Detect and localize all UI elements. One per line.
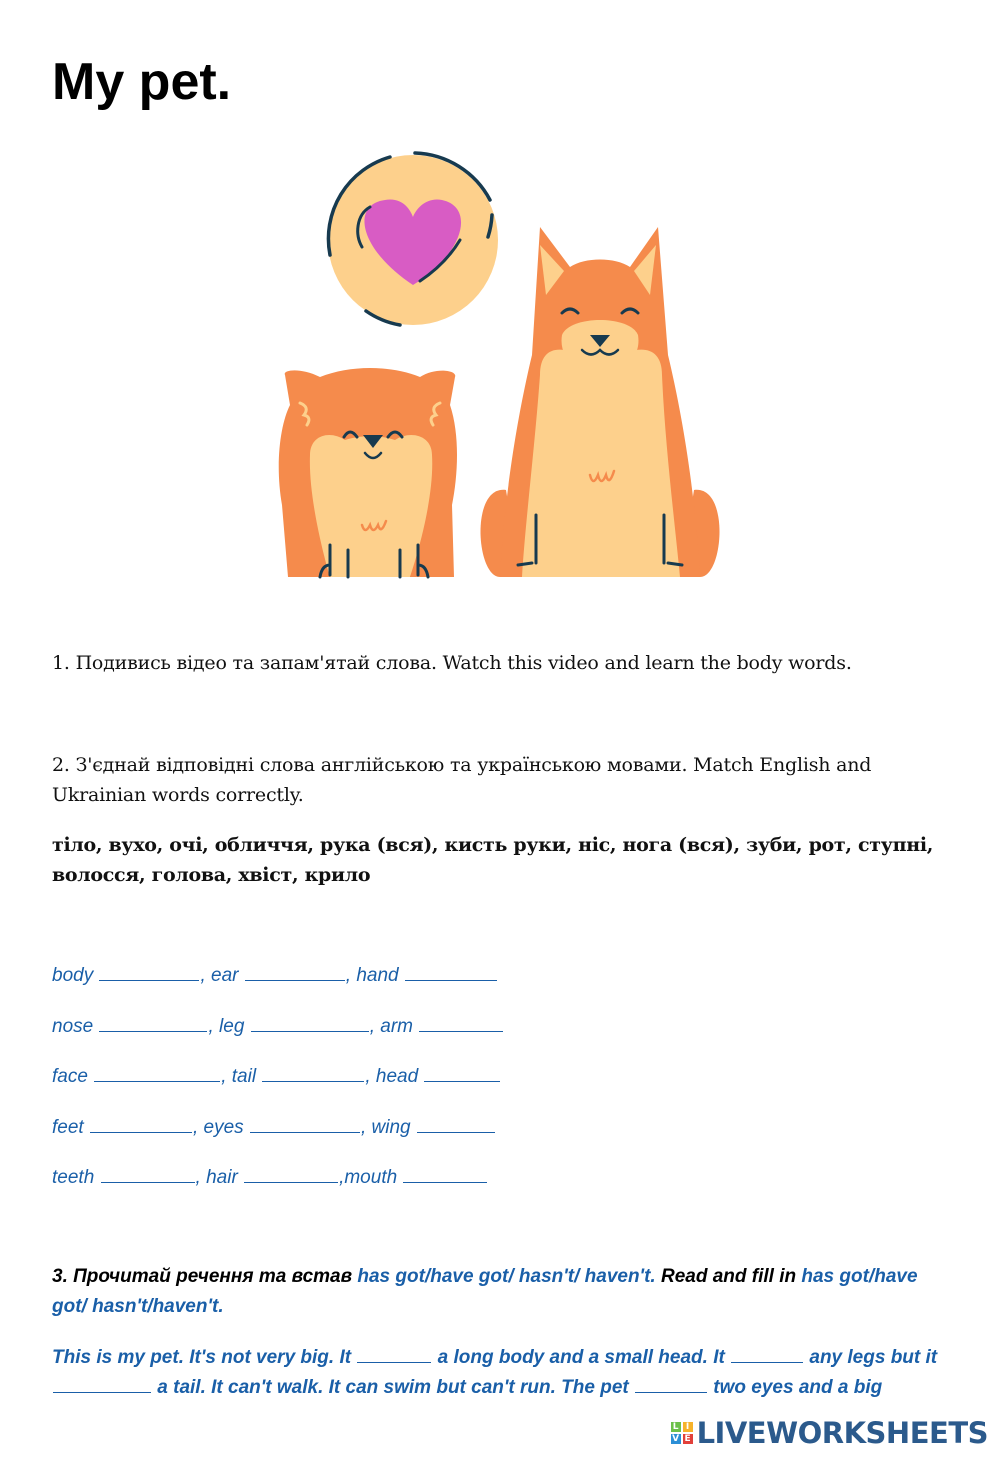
logo-letter: E	[684, 1434, 691, 1444]
brand-name: LIVEWORKSHEETS	[696, 1416, 988, 1450]
english-word: wing	[371, 1116, 411, 1138]
separator: ,	[369, 1015, 381, 1037]
task-2-instruction: 2. З'єднай відповідні слова англійською та українською мовами. Match English and Ukrainian words correctly.	[52, 754, 872, 806]
answer-blank[interactable]	[403, 1164, 487, 1183]
separator: ,	[208, 1015, 220, 1037]
story-answer-blank[interactable]	[357, 1344, 431, 1363]
english-word: face	[52, 1066, 88, 1087]
story-text: a long body and a small head. It	[432, 1347, 731, 1368]
story-answer-blank[interactable]	[731, 1344, 803, 1363]
matching-exercise	[52, 962, 504, 1215]
english-word: body	[52, 965, 94, 986]
match-row	[52, 1114, 504, 1165]
separator: ,	[221, 1066, 232, 1087]
logo-letter: V	[672, 1434, 680, 1444]
story-text: any legs but it	[804, 1347, 938, 1368]
story-answer-blank[interactable]	[635, 1374, 707, 1393]
english-word: hand	[356, 965, 399, 986]
answer-blank[interactable]	[99, 962, 199, 981]
logo-letter: L	[671, 1422, 681, 1432]
task-3-read-fill: Read and fill in	[655, 1266, 802, 1287]
english-word: arm	[380, 1015, 413, 1037]
task-3-options: has got/have got/ hasn't/ haven't.	[357, 1266, 656, 1287]
english-word: hair	[206, 1167, 238, 1188]
english-word: feet	[52, 1116, 84, 1138]
english-word: head	[375, 1066, 419, 1087]
english-word: mouth	[344, 1167, 398, 1188]
answer-blank[interactable]	[251, 1013, 369, 1032]
story-text: two eyes and a big	[708, 1377, 883, 1398]
liveworksheets-brand	[665, 1413, 988, 1453]
answer-blank[interactable]	[250, 1114, 360, 1133]
answer-blank[interactable]	[424, 1063, 500, 1082]
english-word: ear	[211, 965, 239, 986]
english-word: tail	[231, 1066, 257, 1087]
answer-blank[interactable]	[94, 1063, 220, 1082]
answer-blank[interactable]	[419, 1013, 503, 1032]
english-word: eyes	[203, 1116, 244, 1138]
answer-blank[interactable]	[101, 1164, 195, 1183]
answer-blank[interactable]	[405, 962, 497, 981]
ukrainian-word-bank: тіло, вухо, очі, обличчя, рука (вся), кисть руки, ніс, нога (вся), зуби, рот, ступні, волосся, голова, хвіст, крило	[52, 834, 934, 886]
task-1-instruction: 1. Подивись відео та запам'ятай слова. Watch this video and learn the body words.	[52, 652, 852, 674]
task-3-intro: 3. Прочитай речення та встав	[52, 1266, 358, 1287]
english-word: leg	[219, 1015, 245, 1037]
cat-icon	[279, 368, 457, 577]
answer-blank[interactable]	[99, 1013, 207, 1032]
answer-blank[interactable]	[262, 1063, 364, 1082]
liveworksheets-logo-icon	[671, 1422, 693, 1444]
pets-illustration	[270, 145, 730, 585]
separator: ,	[200, 965, 212, 986]
answer-blank[interactable]	[417, 1114, 495, 1133]
separator: ,	[360, 1116, 372, 1138]
story-text: a tail. It can't walk. It can swim but can't run. The pet	[152, 1377, 635, 1398]
separator: ,	[345, 965, 357, 986]
story-text: This is my pet. It's not very big. It	[52, 1347, 357, 1368]
match-row	[52, 1164, 504, 1215]
match-row	[52, 962, 504, 1013]
answer-blank[interactable]	[90, 1114, 192, 1133]
dog-icon	[481, 227, 720, 577]
task-3-instruction	[52, 1262, 952, 1322]
answer-blank[interactable]	[245, 962, 345, 981]
english-word: nose	[52, 1015, 94, 1037]
match-row	[52, 1013, 504, 1064]
answer-blank[interactable]	[244, 1164, 338, 1183]
page-title: My pet.	[52, 53, 232, 111]
separator: ,	[365, 1066, 376, 1087]
match-row	[52, 1063, 504, 1114]
task-3-options-repeat: has got/have got/ hasn't/haven't.	[52, 1266, 918, 1317]
separator: ,	[195, 1167, 207, 1188]
separator: ,	[192, 1116, 204, 1138]
story-answer-blank[interactable]	[53, 1374, 151, 1393]
fill-in-story	[52, 1343, 957, 1403]
heart-bubble-icon	[328, 153, 498, 325]
separator: ,	[339, 1167, 345, 1188]
english-word: teeth	[52, 1167, 95, 1188]
logo-letter: I	[683, 1422, 693, 1432]
